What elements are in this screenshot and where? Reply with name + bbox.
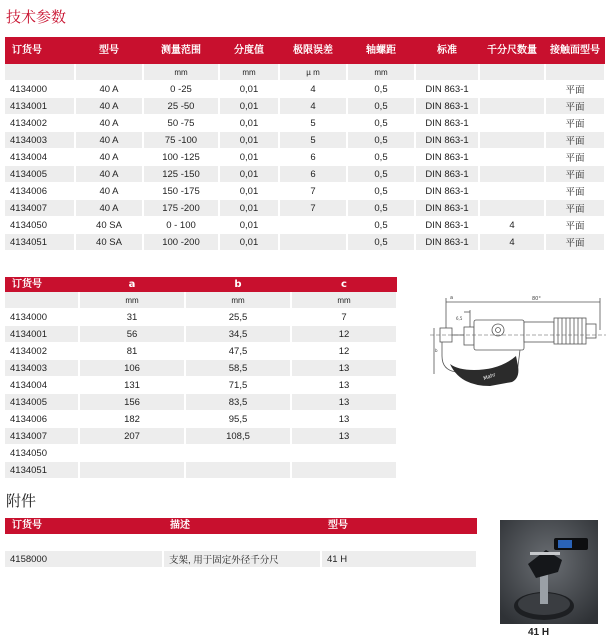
table-cell: 13 bbox=[291, 394, 397, 411]
table-cell: 95,5 bbox=[185, 411, 291, 428]
unit-cell: mm bbox=[143, 64, 219, 81]
table-cell bbox=[479, 81, 545, 98]
column-header: a bbox=[79, 277, 185, 292]
table-cell: 0,01 bbox=[219, 115, 279, 132]
table-cell: 131 bbox=[79, 377, 185, 394]
table-cell: 40 A bbox=[75, 183, 143, 200]
table-cell: DIN 863-1 bbox=[415, 149, 479, 166]
table-cell bbox=[185, 445, 291, 462]
table-row bbox=[5, 411, 397, 428]
column-header: 接触面型号 bbox=[545, 37, 605, 64]
column-header: 订货号 bbox=[5, 37, 75, 64]
table-row bbox=[5, 309, 397, 326]
table-cell: 41 H bbox=[321, 551, 477, 568]
table-cell: 4134050 bbox=[5, 217, 75, 234]
drawing-label-65: 6,5 bbox=[456, 316, 463, 321]
table-cell bbox=[79, 462, 185, 479]
table-cell: 13 bbox=[291, 377, 397, 394]
table-cell: 4134007 bbox=[5, 428, 79, 445]
table-cell: 平面 bbox=[545, 183, 605, 200]
table-cell bbox=[479, 98, 545, 115]
table-cell: 0,5 bbox=[347, 115, 415, 132]
table-cell: DIN 863-1 bbox=[415, 166, 479, 183]
table-row bbox=[5, 445, 397, 462]
table-cell: DIN 863-1 bbox=[415, 217, 479, 234]
table-row bbox=[5, 377, 397, 394]
table-cell: 4134001 bbox=[5, 326, 79, 343]
table-row bbox=[5, 534, 477, 551]
table-cell bbox=[5, 534, 163, 551]
table-cell: 108,5 bbox=[185, 428, 291, 445]
table-cell: 156 bbox=[79, 394, 185, 411]
table-cell: 12 bbox=[291, 343, 397, 360]
table-cell: 25 -50 bbox=[143, 98, 219, 115]
table-cell: 40 A bbox=[75, 166, 143, 183]
table-row bbox=[5, 166, 605, 183]
column-header: 描述 bbox=[163, 518, 321, 534]
table-cell: 4 bbox=[479, 234, 545, 251]
table-cell: 71,5 bbox=[185, 377, 291, 394]
svg-text:Mahr: Mahr bbox=[482, 372, 497, 383]
table-cell: 0,5 bbox=[347, 149, 415, 166]
table-cell: 平面 bbox=[545, 81, 605, 98]
table-cell: 0,5 bbox=[347, 132, 415, 149]
section-title-tech: 技术参数 bbox=[6, 8, 67, 26]
table-cell: 5 bbox=[279, 132, 347, 149]
table-cell: 平面 bbox=[545, 149, 605, 166]
drawing-label-a: a bbox=[450, 295, 454, 301]
table-cell: 0,01 bbox=[219, 234, 279, 251]
unit-cell bbox=[479, 64, 545, 81]
table-cell: 106 bbox=[79, 360, 185, 377]
table-row bbox=[5, 343, 397, 360]
table-cell: 0,5 bbox=[347, 183, 415, 200]
table-cell: 40 SA bbox=[75, 234, 143, 251]
table-cell: 4134051 bbox=[5, 462, 79, 479]
column-header: 分度值 bbox=[219, 37, 279, 64]
unit-cell bbox=[5, 292, 79, 309]
column-header: 型号 bbox=[321, 518, 477, 534]
table-cell: 7 bbox=[291, 309, 397, 326]
table-cell: 平面 bbox=[545, 200, 605, 217]
table-cell: 支架, 用于固定外径千分尺 bbox=[163, 551, 321, 568]
table-cell: 150 -175 bbox=[143, 183, 219, 200]
table-cell: 4134050 bbox=[5, 445, 79, 462]
table-cell bbox=[479, 115, 545, 132]
unit-cell: mm bbox=[219, 64, 279, 81]
table-cell: 40 A bbox=[75, 149, 143, 166]
table-cell bbox=[291, 445, 397, 462]
table-row bbox=[5, 183, 605, 200]
table-cell: 83,5 bbox=[185, 394, 291, 411]
table-cell: 58,5 bbox=[185, 360, 291, 377]
table-cell: 0,01 bbox=[219, 200, 279, 217]
table-cell: 4134051 bbox=[5, 234, 75, 251]
table-cell: 40 A bbox=[75, 98, 143, 115]
table-cell: 平面 bbox=[545, 217, 605, 234]
column-header: 型号 bbox=[75, 37, 143, 64]
table-cell: 4 bbox=[279, 81, 347, 98]
column-header: 标准 bbox=[415, 37, 479, 64]
table-cell bbox=[479, 183, 545, 200]
table-cell: 13 bbox=[291, 411, 397, 428]
table-cell bbox=[321, 534, 477, 551]
spec-table bbox=[5, 37, 606, 251]
units-row bbox=[5, 292, 397, 309]
table-cell: 207 bbox=[79, 428, 185, 445]
table-cell: DIN 863-1 bbox=[415, 132, 479, 149]
drawing-label-80: 80° bbox=[532, 296, 541, 302]
table-cell: 4134006 bbox=[5, 411, 79, 428]
table-cell: DIN 863-1 bbox=[415, 98, 479, 115]
table-row bbox=[5, 149, 605, 166]
table-cell: 40 A bbox=[75, 200, 143, 217]
table-cell bbox=[479, 149, 545, 166]
unit-cell: mm bbox=[291, 292, 397, 309]
table-row bbox=[5, 428, 397, 445]
table-row bbox=[5, 200, 605, 217]
table-cell: 56 bbox=[79, 326, 185, 343]
column-header: b bbox=[185, 277, 291, 292]
table-cell: 0,01 bbox=[219, 132, 279, 149]
table-row bbox=[5, 217, 605, 234]
table-cell: 50 -75 bbox=[143, 115, 219, 132]
unit-cell bbox=[75, 64, 143, 81]
table-cell: 4158000 bbox=[5, 551, 163, 568]
table-cell: 4134007 bbox=[5, 200, 75, 217]
table-cell: 12 bbox=[291, 326, 397, 343]
table-cell: 100 -200 bbox=[143, 234, 219, 251]
table-cell: DIN 863-1 bbox=[415, 115, 479, 132]
table-cell: 0,01 bbox=[219, 183, 279, 200]
accessories-table bbox=[5, 518, 478, 568]
table-cell: 4134002 bbox=[5, 343, 79, 360]
table-cell: 0,01 bbox=[219, 166, 279, 183]
table-cell: 4134004 bbox=[5, 149, 75, 166]
column-header: 订货号 bbox=[5, 518, 163, 534]
table-cell: 6 bbox=[279, 166, 347, 183]
table-cell: 40 A bbox=[75, 132, 143, 149]
table-cell: 40 SA bbox=[75, 217, 143, 234]
table-cell: 0,5 bbox=[347, 217, 415, 234]
table-cell: 5 bbox=[279, 115, 347, 132]
table-row bbox=[5, 326, 397, 343]
table-row bbox=[5, 462, 397, 479]
table-cell: 100 -125 bbox=[143, 149, 219, 166]
table-row bbox=[5, 234, 605, 251]
table-row bbox=[5, 360, 397, 377]
table-cell: 4134001 bbox=[5, 98, 75, 115]
column-header: 极限误差 bbox=[279, 37, 347, 64]
unit-cell bbox=[545, 64, 605, 81]
table-row bbox=[5, 115, 605, 132]
table-cell: 175 -200 bbox=[143, 200, 219, 217]
table-cell: DIN 863-1 bbox=[415, 200, 479, 217]
column-header: 订货号 bbox=[5, 277, 79, 292]
table-cell: 4134000 bbox=[5, 81, 75, 98]
table-cell: 4134004 bbox=[5, 377, 79, 394]
table-cell bbox=[163, 534, 321, 551]
unit-cell: µ m bbox=[279, 64, 347, 81]
column-header: 测量范围 bbox=[143, 37, 219, 64]
table-cell bbox=[291, 462, 397, 479]
table-cell: 75 -100 bbox=[143, 132, 219, 149]
table-cell: 0,5 bbox=[347, 234, 415, 251]
table-cell: 125 -150 bbox=[143, 166, 219, 183]
table-cell: 25,5 bbox=[185, 309, 291, 326]
micrometer-drawing bbox=[420, 290, 606, 395]
table-cell: DIN 863-1 bbox=[415, 81, 479, 98]
table-cell: 0,5 bbox=[347, 81, 415, 98]
table-cell: 4134005 bbox=[5, 394, 79, 411]
table-cell: 4 bbox=[279, 98, 347, 115]
unit-cell bbox=[5, 64, 75, 81]
column-header: 千分尺数量 bbox=[479, 37, 545, 64]
units-row bbox=[5, 64, 605, 81]
table-cell: 0 -25 bbox=[143, 81, 219, 98]
table-cell: 0,01 bbox=[219, 81, 279, 98]
table-cell: 0,5 bbox=[347, 200, 415, 217]
table-cell: 31 bbox=[79, 309, 185, 326]
unit-cell: mm bbox=[79, 292, 185, 309]
table-cell: 4134002 bbox=[5, 115, 75, 132]
table-cell: 4134005 bbox=[5, 166, 75, 183]
table-cell: 182 bbox=[79, 411, 185, 428]
table-cell: 4134000 bbox=[5, 309, 79, 326]
table-cell bbox=[479, 132, 545, 149]
table-cell: 0,01 bbox=[219, 98, 279, 115]
table-cell: 0,01 bbox=[219, 149, 279, 166]
table-cell: 平面 bbox=[545, 115, 605, 132]
table-row bbox=[5, 551, 477, 568]
table-cell: 4134003 bbox=[5, 132, 75, 149]
section-title-accessories: 附件 bbox=[6, 492, 37, 510]
column-header: c bbox=[291, 277, 397, 292]
table-cell: 0,5 bbox=[347, 98, 415, 115]
stand-photo-caption: 41 H bbox=[528, 627, 550, 638]
table-cell bbox=[479, 166, 545, 183]
table-cell: 平面 bbox=[545, 98, 605, 115]
table-cell: 40 A bbox=[75, 115, 143, 132]
table-cell: 平面 bbox=[545, 166, 605, 183]
unit-cell bbox=[415, 64, 479, 81]
table-cell: 7 bbox=[279, 200, 347, 217]
table-cell: 0,01 bbox=[219, 217, 279, 234]
table-row bbox=[5, 81, 605, 98]
table-cell: 34,5 bbox=[185, 326, 291, 343]
table-row bbox=[5, 394, 397, 411]
table-cell: 平面 bbox=[545, 234, 605, 251]
table-cell: 0,5 bbox=[347, 166, 415, 183]
table-cell bbox=[279, 217, 347, 234]
table-cell: 4134003 bbox=[5, 360, 79, 377]
table-cell: 81 bbox=[79, 343, 185, 360]
table-cell bbox=[479, 200, 545, 217]
table-cell: 4 bbox=[479, 217, 545, 234]
table-cell: 13 bbox=[291, 360, 397, 377]
table-cell: DIN 863-1 bbox=[415, 234, 479, 251]
table-cell: 47,5 bbox=[185, 343, 291, 360]
table-cell: 13 bbox=[291, 428, 397, 445]
table-cell bbox=[185, 462, 291, 479]
table-cell: 6 bbox=[279, 149, 347, 166]
table-cell: 4134006 bbox=[5, 183, 75, 200]
table-cell: DIN 863-1 bbox=[415, 183, 479, 200]
unit-cell: mm bbox=[185, 292, 291, 309]
table-cell: 平面 bbox=[545, 132, 605, 149]
column-header: 轴螺距 bbox=[347, 37, 415, 64]
drawing-label-b: b bbox=[435, 348, 438, 353]
table-row bbox=[5, 98, 605, 115]
table-cell bbox=[279, 234, 347, 251]
dimension-table bbox=[5, 277, 398, 479]
table-cell: 0 - 100 bbox=[143, 217, 219, 234]
table-cell bbox=[79, 445, 185, 462]
stand-photo bbox=[500, 520, 598, 624]
table-row bbox=[5, 132, 605, 149]
table-cell: 40 A bbox=[75, 81, 143, 98]
unit-cell: mm bbox=[347, 64, 415, 81]
table-cell: 7 bbox=[279, 183, 347, 200]
